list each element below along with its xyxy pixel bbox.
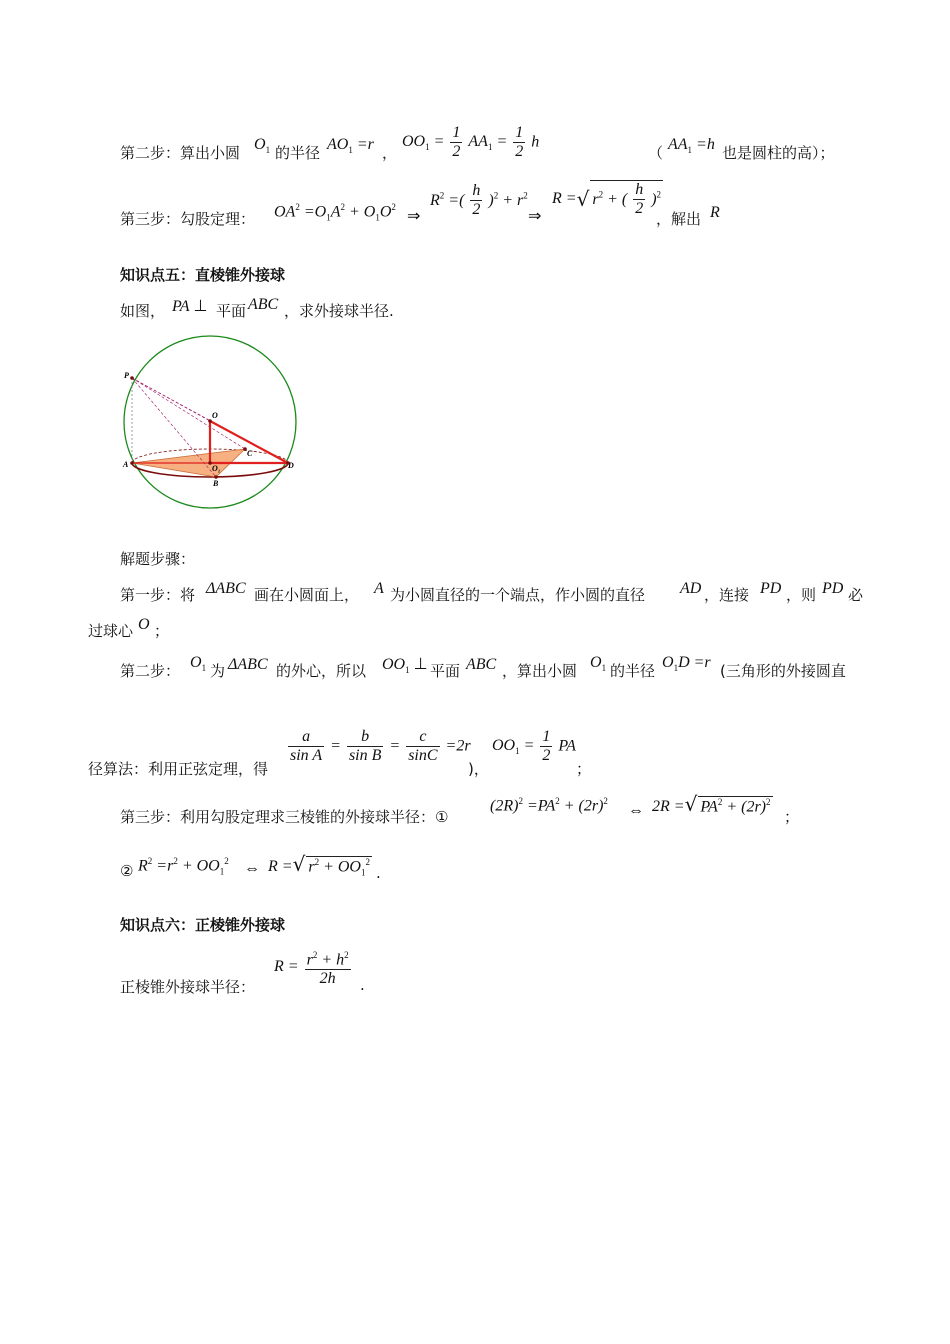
intro5-suffix: ，求外接球半径. bbox=[284, 302, 394, 320]
triangle-abc-2: ΔABC bbox=[228, 656, 268, 673]
formula-r2: $R^2$ =( $\frac{h}{2}$ )$^2 + r^2$ bbox=[430, 182, 528, 218]
period-2: . bbox=[360, 976, 365, 994]
step1-p2: 画在小圆面上， bbox=[254, 586, 360, 604]
semicolon: ； bbox=[154, 622, 170, 640]
label-b: B bbox=[213, 479, 219, 488]
label-a: A bbox=[123, 460, 129, 469]
formula-aa1: $AA_1 =h$ bbox=[668, 136, 715, 156]
formula-oo1: $OO_1$ = $\frac{1}{2}$ $AA_1$ = $\frac{1}{2}$ h bbox=[402, 124, 540, 160]
semicolon-2: ； bbox=[576, 760, 592, 778]
point-a-symbol: A bbox=[374, 580, 384, 597]
formula-r-sqrt: R =√ $r^2$ + ( $\frac{h}{2}$ )$^2$ bbox=[552, 181, 662, 217]
o-symbol: O bbox=[138, 616, 150, 633]
step3-prefix: 第三步：勾股定理： bbox=[120, 210, 256, 228]
step2b-line2: 径算法：利用正弦定理，得 bbox=[88, 760, 269, 778]
sine-law-formula: $\frac{a}{\text{sin A}}$ = $\frac{b}{\text{sin B}}$ = $\frac{c}{\sin C}$ =2r bbox=[290, 728, 471, 764]
oo1-perp: $OO_1$ ⊥ bbox=[382, 656, 428, 676]
comma: ， bbox=[382, 144, 398, 162]
step3-suffix: ，解出 bbox=[656, 210, 702, 228]
plane-text: 平面 bbox=[216, 302, 247, 320]
step2b-p5: ，算出小圆 bbox=[502, 662, 578, 680]
semicolon-3: ； bbox=[784, 808, 800, 826]
intro5-prefix: 如图， bbox=[120, 302, 166, 320]
step1-line2-text: 过球心 bbox=[88, 622, 134, 640]
label-p: P bbox=[124, 371, 129, 380]
label-o1: O₁ bbox=[212, 464, 221, 473]
step1-p5: ，则 bbox=[786, 586, 817, 604]
step6-p1: 正棱锥外接球半径： bbox=[120, 978, 256, 996]
ad-symbol: AD bbox=[680, 580, 702, 597]
step2b-p1: 第二步： bbox=[120, 662, 181, 680]
circled-two: ② bbox=[120, 862, 134, 880]
abc-symbol-2: ABC bbox=[466, 656, 497, 673]
step3b-p1: 第三步：利用勾股定理求三棱锥的外接球半径：① bbox=[120, 808, 449, 826]
step2-prefix: 第二步：算出小圆 bbox=[120, 144, 241, 162]
triangle-abc: ΔABC bbox=[206, 580, 246, 597]
step2b-p2: 为 bbox=[210, 662, 226, 680]
step1-p3: 为小圆直径的一个端点，作小圆的直径 bbox=[390, 586, 646, 604]
pd-symbol-2: PD bbox=[822, 580, 844, 597]
formula-pythag: $OA^2 =O_1A^2 + O_1O^2$ bbox=[274, 202, 396, 223]
formula-r-squared: $R^2 =r^2 + OO_1^2$ bbox=[138, 856, 229, 877]
step2-mid: 的半径 bbox=[275, 144, 321, 162]
o1-symbol-2: $O_1$ bbox=[190, 654, 207, 674]
sphere-pyramid-figure bbox=[118, 334, 302, 510]
o1-symbol: $O_1$ bbox=[254, 136, 271, 156]
point-p bbox=[130, 376, 134, 380]
o1d-formula: $O_1D =r$ bbox=[662, 654, 711, 674]
oo1-half-pa: $OO_1$ = $\frac{1}{2}$ PA bbox=[492, 728, 576, 764]
step2b-p6: 的半径 bbox=[610, 662, 656, 680]
label-d: D bbox=[288, 461, 294, 470]
step1-p4: ，连接 bbox=[704, 586, 750, 604]
formula-regular-pyramid: R = $\frac{r^2 + h^2}{2h}$ bbox=[274, 946, 353, 988]
step2b-p3: 的外心，所以 bbox=[276, 662, 367, 680]
point-a bbox=[130, 461, 134, 465]
steps-title: 解题步骤： bbox=[120, 550, 196, 568]
label-c: C bbox=[247, 449, 253, 458]
o1-symbol-3: $O_1$ bbox=[590, 654, 607, 674]
iff-arrow-2: ⇔ bbox=[244, 860, 260, 877]
step2b-p7: (三角形的外接圆直 bbox=[720, 662, 846, 680]
formula-2r-squared: $(2R)^2 =PA^2 + (2r)^2$ bbox=[490, 796, 608, 815]
step1-p6: 必 bbox=[848, 586, 864, 604]
implies-arrow: ⇒ bbox=[407, 208, 421, 225]
iff-arrow: ⇔ bbox=[628, 802, 644, 819]
pd-symbol: PD bbox=[760, 580, 782, 597]
implies-arrow-2: ⇒ bbox=[528, 208, 542, 225]
edge-po bbox=[132, 378, 210, 421]
label-o: O bbox=[212, 411, 218, 420]
step2b-p4: 平面 bbox=[430, 662, 461, 680]
formula-2r-sqrt: 2R =√ $PA^2 + (2r)^2$ bbox=[652, 792, 771, 816]
period: . bbox=[376, 864, 381, 882]
step2-suffix: 也是圆柱的高）； bbox=[722, 144, 835, 162]
r-symbol: R bbox=[710, 204, 720, 221]
section6-title: 知识点六：正棱锥外接球 bbox=[120, 916, 286, 934]
close-paren: )， bbox=[468, 760, 489, 778]
pa-perp: PA ⊥ bbox=[172, 298, 208, 315]
paren-open: （ bbox=[648, 144, 664, 162]
abc-symbol: ABC bbox=[248, 296, 279, 313]
formula-ao1: $AO_1 =r$ bbox=[327, 136, 374, 156]
formula-r-sqrt-2: R =√ $r^2 + OO_1^2$ bbox=[268, 852, 370, 878]
section5-title: 知识点五：直棱锥外接球 bbox=[120, 266, 286, 284]
edge-pc bbox=[132, 378, 245, 449]
step1-p1: 第一步：将 bbox=[120, 586, 196, 604]
